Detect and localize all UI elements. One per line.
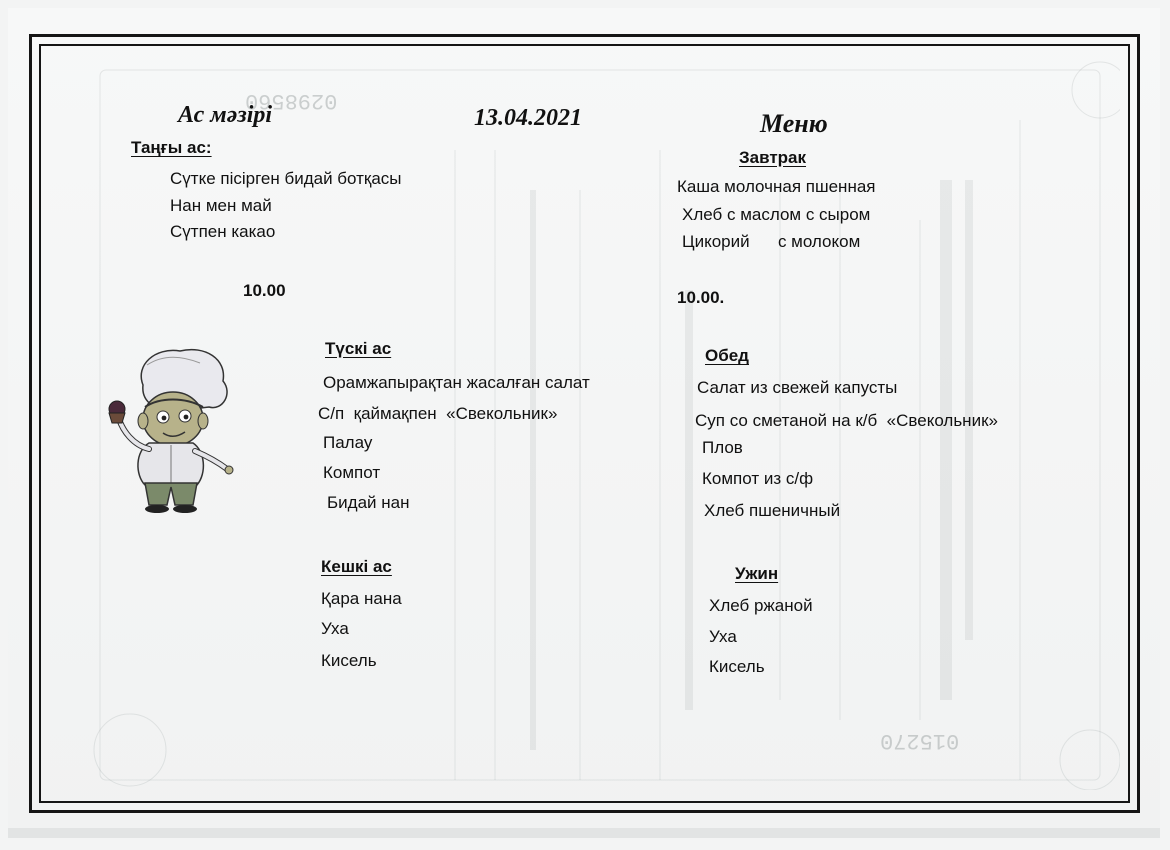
ru-breakfast-item: Цикорий с молоком (682, 232, 861, 251)
ru-breakfast-title: Завтрак (739, 148, 807, 167)
ru-lunch-item: Суп со сметаной на к/б «Свекольник» (695, 411, 998, 430)
kz-breakfast-item: Сүтке пісірген бидай ботқасы (170, 169, 402, 188)
ru-lunch-item: Компот из с/ф (702, 469, 814, 488)
bg-serial-top: 0298560 (245, 88, 338, 113)
kz-dinner-item: Қара нана (321, 589, 402, 608)
ru-breakfast-item: Каша молочная пшенная (677, 177, 876, 196)
kz-lunch-item: Орамжапырақтан жасалған салат (323, 373, 590, 392)
ru-lunch-item: Хлеб пшеничный (704, 501, 841, 520)
ru-lunch-item: Плов (702, 438, 743, 457)
ru-lunch-item: Салат из свежей капусты (697, 378, 898, 397)
ru-dinner-title: Ужин (735, 564, 779, 583)
bg-serial-bottom: 015270 (880, 728, 960, 753)
kz-breakfast-item: Сүтпен какао (170, 222, 276, 241)
ru-breakfast-item: Хлеб с маслом с сыром (682, 205, 871, 224)
kz-breakfast-item: Нан мен май (170, 196, 272, 215)
ru-dinner-item: Кисель (709, 657, 765, 676)
ru-dinner-item: Хлеб ржаной (709, 596, 813, 615)
kz-dinner-item: Уха (321, 619, 349, 638)
ru-snack-time: 10.00. (677, 288, 725, 307)
kz-lunch-item: Бидай нан (327, 493, 410, 512)
kz-snack-time: 10.00 (243, 281, 286, 300)
kz-lunch-item: Палау (323, 433, 373, 452)
scan-edge (8, 828, 1160, 838)
kz-dinner-item: Кисель (321, 651, 377, 670)
ru-dinner-item: Уха (709, 627, 737, 646)
title-kazakh: Ас мәзірі (178, 102, 273, 128)
menu-date: 13.04.2021 (474, 105, 582, 131)
kz-lunch-title: Түскі ас (325, 339, 392, 358)
kz-dinner-title: Кешкі ас (321, 557, 392, 576)
kz-lunch-item: Компот (323, 463, 381, 482)
title-russian: Меню (760, 109, 828, 138)
chef-mascot-illustration (105, 345, 235, 515)
kz-breakfast-title: Таңғы ас: (131, 138, 212, 157)
kz-lunch-item: С/п қаймақпен «Свекольник» (318, 404, 558, 423)
ru-lunch-title: Обед (705, 346, 749, 365)
